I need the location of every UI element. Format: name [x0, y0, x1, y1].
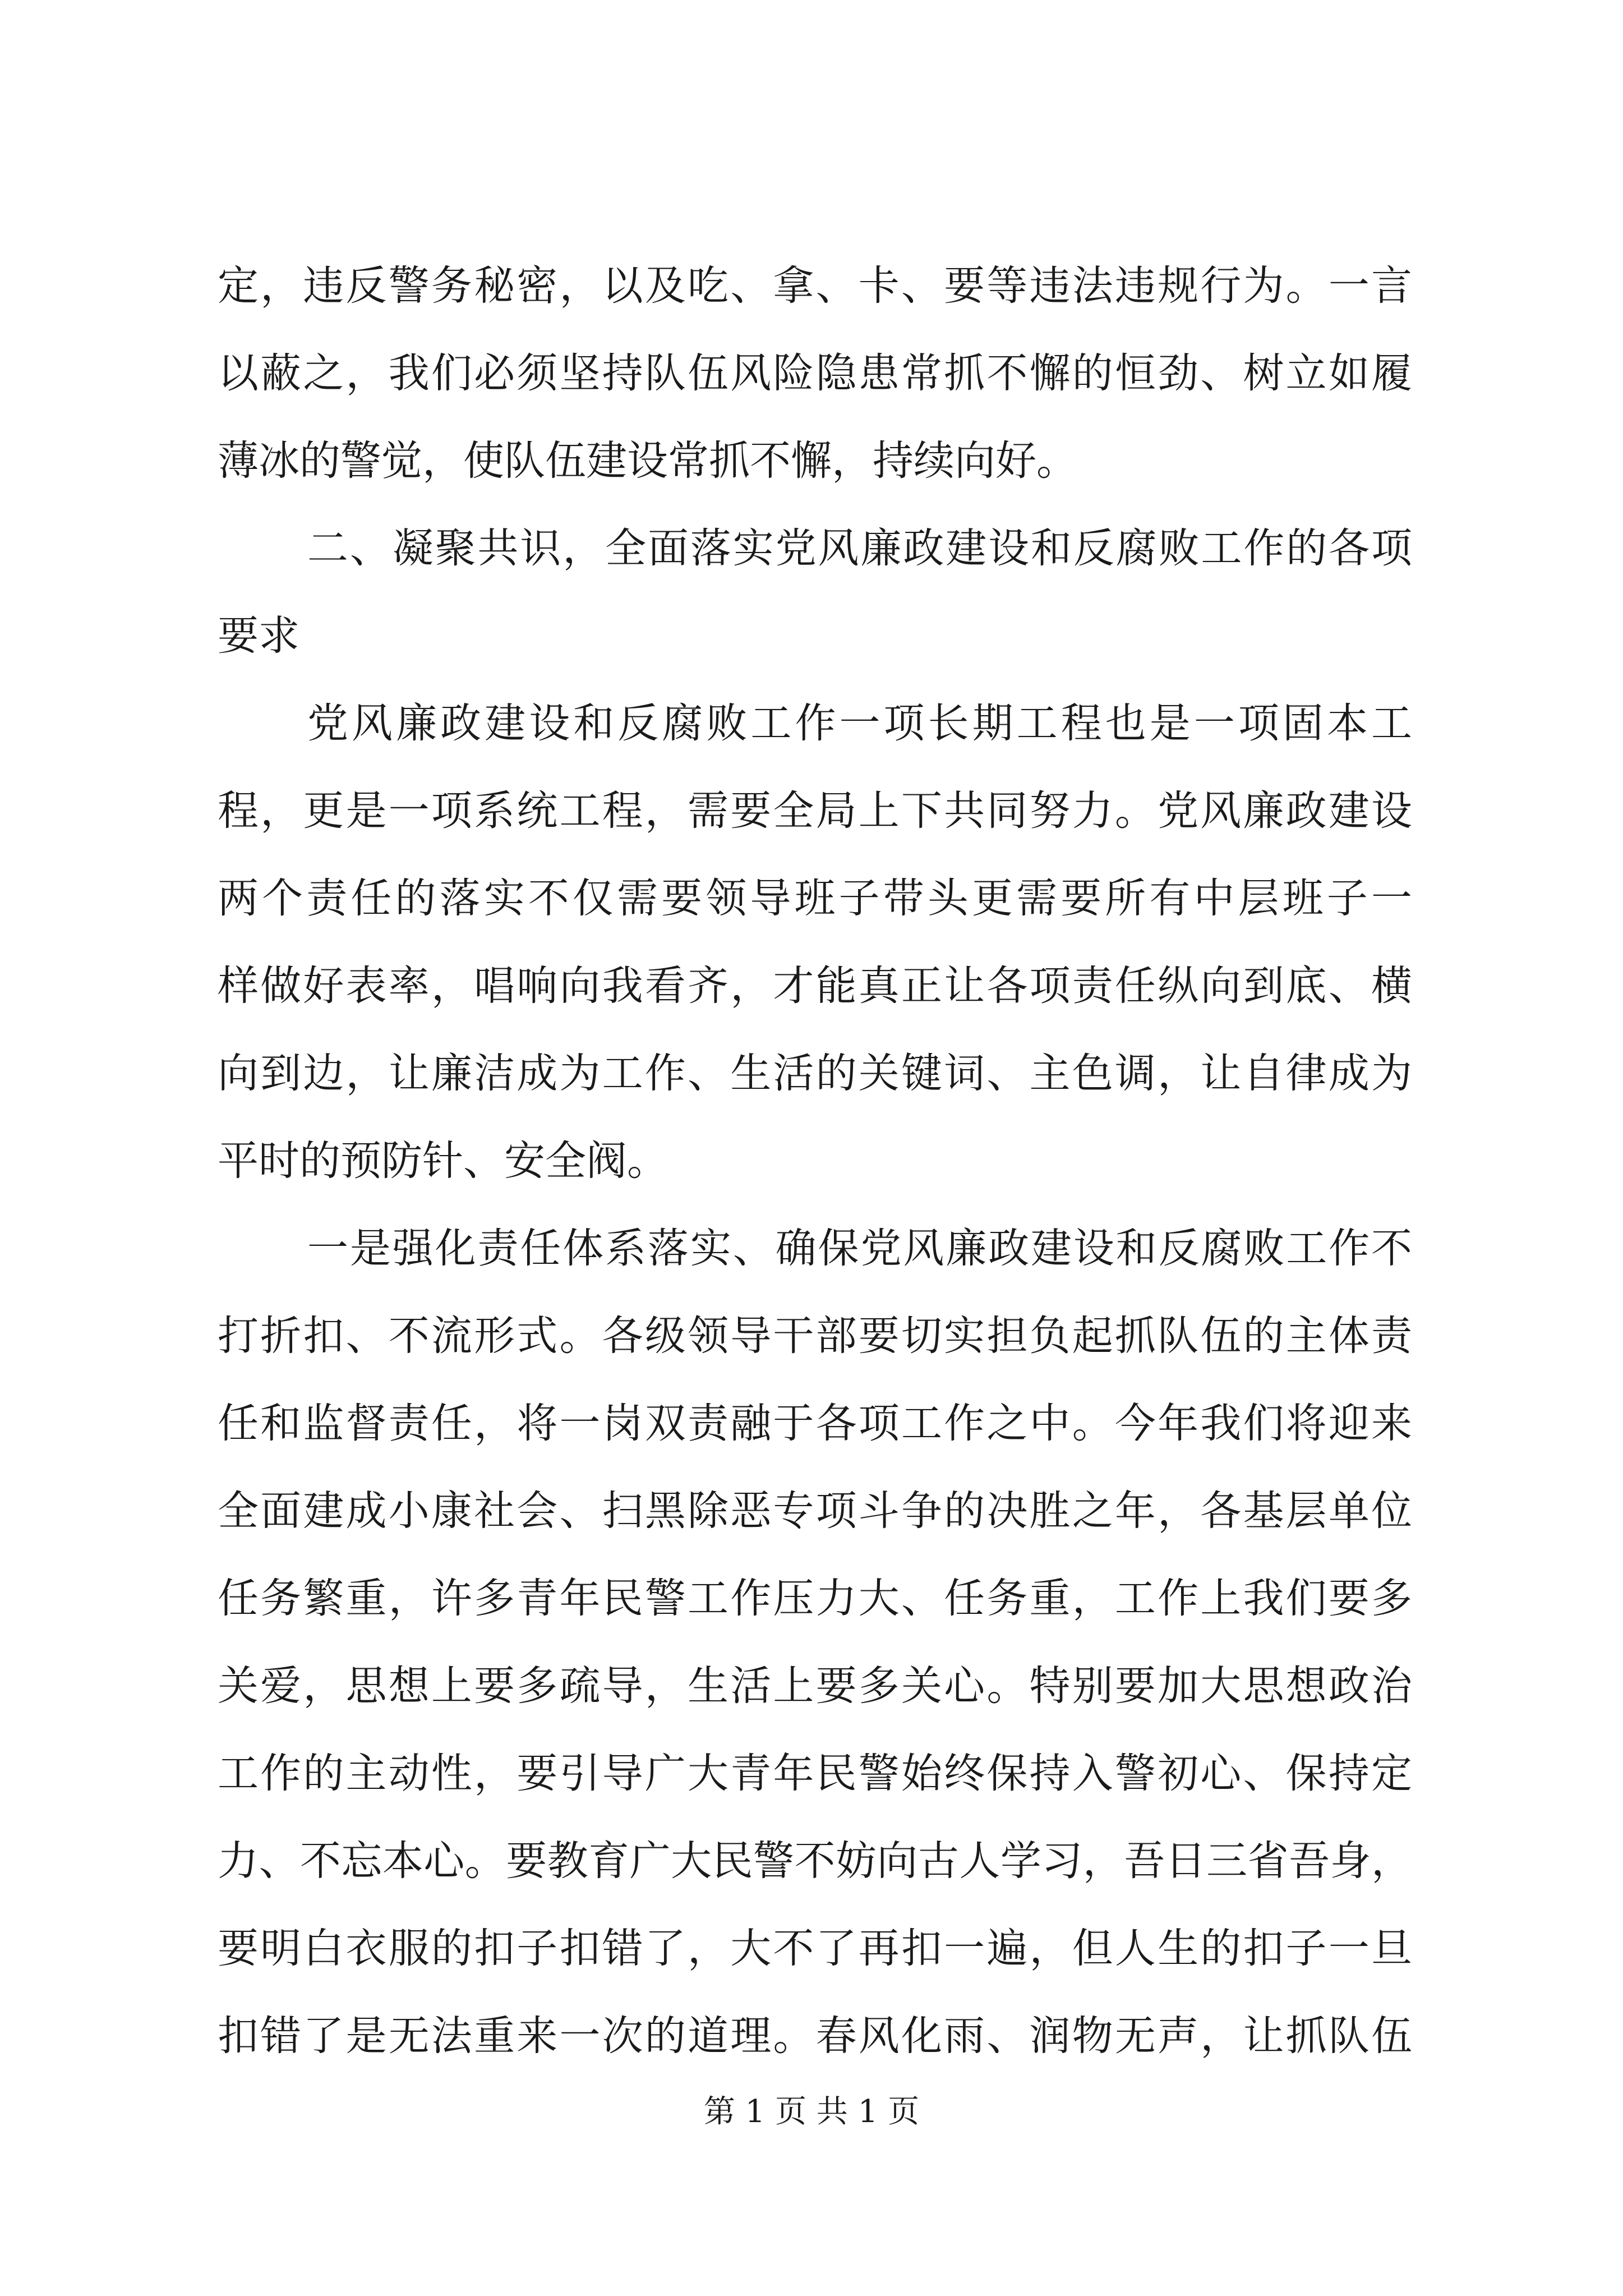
text-line: 一是强化责任体系落实、确保党风廉政建设和反腐败工作不: [307, 1225, 1412, 1272]
text-line: 关爱，思想上要多疏导，生活上要多关心。特别要加大思想政治: [218, 1662, 1412, 1710]
text-line: 打折扣、不流形式。各级领导干部要切实担负起抓队伍的主体责: [218, 1312, 1412, 1360]
text-line: 要求: [218, 612, 299, 660]
text-line: 薄冰的警觉，使队伍建设常抓不懈，持续向好。: [218, 437, 1077, 485]
text-line: 平时的预防针、安全阀。: [218, 1137, 668, 1185]
page-footer: 第 1 页 共 1 页: [703, 2093, 920, 2130]
text-line: 全面建成小康社会、扫黑除恶专项斗争的决胜之年，各基层单位: [218, 1487, 1412, 1535]
document-body: [218, 242, 1412, 2080]
text-line: 二、凝聚共识，全面落实党风廉政建设和反腐败工作的各项: [307, 524, 1412, 572]
text-line: 任务繁重，许多青年民警工作压力大、任务重，工作上我们要多: [218, 1575, 1412, 1622]
text-line: 力、不忘本心。要教育广大民警不妨向古人学习，吾日三省吾身，: [218, 1837, 1412, 1885]
text-line: 定，违反警务秘密，以及吃、拿、卡、要等违法违规行为。一言: [218, 262, 1412, 310]
text-line: 工作的主动性，要引导广大青年民警始终保持入警初心、保持定: [218, 1750, 1412, 1797]
text-line: 程，更是一项系统工程，需要全局上下共同努力。党风廉政建设: [218, 787, 1412, 835]
text-line: 样做好表率，唱响向我看齐，才能真正让各项责任纵向到底、横: [218, 962, 1412, 1010]
text-line: 两个责任的落实不仅需要领导班子带头更需要所有中层班子一: [218, 875, 1412, 922]
text-line: 要明白衣服的扣子扣错了，大不了再扣一遍，但人生的扣子一旦: [218, 1925, 1412, 1972]
text-line: 党风廉政建设和反腐败工作一项长期工程也是一项固本工: [307, 700, 1412, 747]
text-line: 任和监督责任，将一岗双责融于各项工作之中。今年我们将迎来: [218, 1400, 1412, 1447]
text-line: 向到边，让廉洁成为工作、生活的关键词、主色调，让自律成为: [218, 1050, 1412, 1097]
text-line: 扣错了是无法重来一次的道理。春风化雨、润物无声，让抓队伍: [218, 2012, 1412, 2060]
text-line: 以蔽之，我们必须坚持队伍风险隐患常抓不懈的恒劲、树立如履: [218, 349, 1412, 397]
